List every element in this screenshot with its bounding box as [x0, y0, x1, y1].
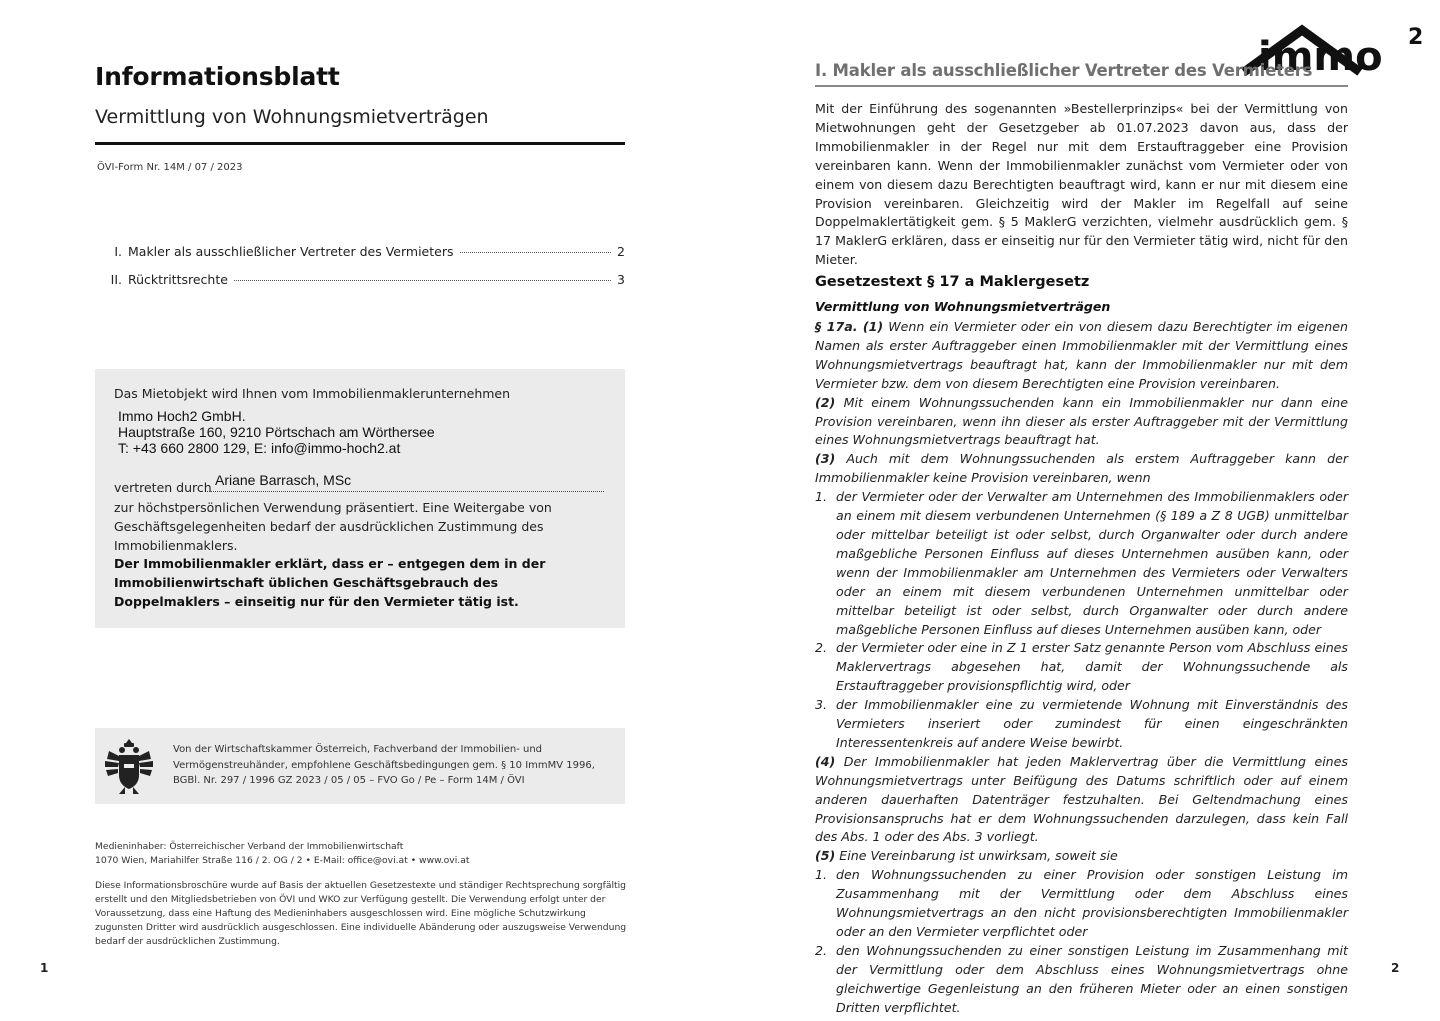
list-item	[815, 866, 1348, 942]
logo-text: immo	[1258, 34, 1383, 80]
austrian-eagle-icon	[103, 737, 155, 795]
paragraph-text: Mit einem Wohnungssuchenden kann ein Immobilienmakler nur dann eine Provision vereinbaren, wenn ihn dieser als erster Auftraggeber mit der Vermittlung eines Wohnungsmietvertrags beauftragt hat.	[815, 394, 1348, 448]
company-contact-field[interactable]: T: +43 660 2800 129, E: info@immo-hoch2.at	[118, 440, 401, 456]
list-text: den Wohnungssuchenden zu einer Provision oder sonstigen Leistung im Zusammenhang mit der Vermittlung oder dem Abschluss eines Wohnungsmietvertrags an den nicht provisionsberechtigten Immobilienmakler oder an den Vermieter verpflichtet oder	[836, 867, 1348, 939]
page-number-left: 1	[40, 961, 49, 975]
list-text: der Vermieter oder der Verwalter am Unternehmen des Immobilienmaklers oder an einem mit diesem verbundenen Unternehmen (§ 189 a Z 8 UGB) unmittelbar oder mittelbar beteiligt ist oder selbst, durch Organwalter oder durch andere maßgebliche Personen Einfluss auf dieses Unternehmen ausüben kann, oder wenn der Immobilienmakler am Unternehmen des Vermieters oder Verwalters oder an einem mit diesem verbundenen Unternehmen unmittelbar oder mittelbar beteiligt ist oder selbst, durch Organwalter oder durch andere maßgebliche Personen Einfluss auf dieses Unternehmen ausüben kann, oder	[836, 489, 1348, 637]
law-paragraph-3	[815, 450, 1348, 488]
paragraph-label: § 17a. (1)	[815, 319, 884, 334]
list-item	[815, 639, 1348, 696]
toc-page: 2	[617, 244, 625, 259]
toc-leader	[460, 252, 612, 253]
list-item	[815, 696, 1348, 753]
list-number: 3.	[815, 697, 828, 713]
paragraph-label: (3)	[815, 451, 836, 467]
toc-number: I.	[114, 244, 122, 259]
intro-paragraph: Mit der Einführung des sogenannten »Bestellerprinzips« bei der Vermittlung von Mietwohnungen geht der Gesetzgeber ab 01.07.2023 davon aus, dass der Immobilienmakler in der Regel nur mit dem Erstauftraggeber eine Provision vereinbaren kann. Wenn der Immobilienmakler zunächst vom Vermieter oder von einem von diesem dazu Berechtigten beauftragt wird, kann er nur mit diesem eine Provision vereinbaren. Gleichzeitig wird der Makler im Regelfall auf seine Doppelmaklertätigkeit gem. § 5 MaklerG verzichten, vielmehr ausdrücklich gem. § 17 MaklerG erklären, dass er einseitig nur für den Vermieter tätig wird, nicht für den Mieter.	[815, 101, 1348, 268]
list-number: 1.	[815, 867, 828, 883]
toc-label: Rücktrittsrechte	[128, 272, 228, 287]
logo-superscript: 2	[1408, 25, 1424, 50]
toc-page: 3	[617, 272, 625, 287]
paragraph-text: Eine Vereinbarung ist unwirksam, soweit sie	[839, 848, 1118, 864]
box-declaration: Der Immobilienmakler erklärt, dass er – entgegen dem in der Immobilienwirtschaft üblichen Geschäftsgebrauch des Doppelmaklers – einseitig nur für den Vermieter tätig ist.	[114, 556, 546, 609]
law-subheading: Vermittlung von Wohnungsmietverträgen	[815, 299, 1111, 314]
box-intro: Das Mietobjekt wird Ihnen vom Immobilienmaklerunternehmen	[114, 386, 511, 401]
law-paragraph-5	[815, 847, 1348, 866]
law-paragraph-1	[815, 318, 1348, 394]
law-paragraph-2	[815, 394, 1348, 451]
impressum-owner: Medieninhaber: Österreichischer Verband der Immobilienwirtschaft	[95, 841, 404, 852]
title-divider	[95, 142, 625, 145]
page-subtitle: Vermittlung von Wohnungsmietverträgen	[95, 106, 489, 128]
list-text: den Wohnungssuchenden zu einer sonstigen Leistung im Zusammenhang mit der Vermittlung oder dem Abschluss eines Wohnungsmietvertrags ohne gleichwertige Gegenleistung an den früheren Mieter oder an einen sonstigen Dritten verpflichtet.	[836, 942, 1348, 1015]
paragraph-text: Auch mit dem Wohnungssuchenden als erstem Auftraggeber kann der Immobilienmakler keine Provision vereinbaren, wenn	[815, 451, 1348, 486]
paragraph-label: (4)	[815, 753, 836, 769]
list-item	[815, 942, 1348, 1018]
agent-line	[207, 491, 604, 492]
wko-box	[95, 728, 625, 804]
list-number: 2.	[815, 942, 828, 958]
wko-text: Von der Wirtschaftskammer Österreich, Fachverband der Immobilien- und Vermögenstreuhänder, empfohlene Geschäftsbedingungen gem. § 10 ImmMV 1996, BGBl. Nr. 297 / 1996 GZ 2023 / 05 / 05 – FVO Go / Pe – Form 14M / ÖVI	[173, 744, 595, 786]
section-divider	[815, 85, 1348, 87]
toc-entry-2[interactable]	[100, 272, 625, 287]
law-heading: Gesetzestext § 17 a Maklergesetz	[815, 274, 1090, 290]
toc-number: II.	[110, 272, 122, 287]
list-number: 1.	[815, 489, 828, 505]
agent-field[interactable]: Ariane Barrasch, MSc	[215, 472, 352, 488]
impressum-address: 1070 Wien, Mariahilfer Straße 116 / 2. OG / 2 • E-Mail: office@ovi.at • www.ovi.at	[95, 855, 470, 866]
form-number: ÖVI-Form Nr. 14M / 07 / 2023	[97, 162, 243, 173]
vertreten-label: vertreten durch	[114, 480, 212, 495]
list-item	[815, 488, 1348, 639]
company-address-field[interactable]: Hauptstraße 160, 9210 Pörtschach am Wörthersee	[118, 424, 435, 440]
paragraph-label: (5)	[815, 848, 836, 864]
list-text: der Vermieter oder eine in Z 1 erster Satz genannte Person vom Abschluss eines Maklervertrags abgesehen hat, damit der Wohnungssuchende als Erstauftraggeber provisionspflichtig wird, oder	[836, 640, 1348, 694]
section-heading: I. Makler als ausschließlicher Vertreter des Vermieters	[815, 61, 1313, 80]
paragraph-label: (2)	[815, 394, 836, 410]
company-name-field[interactable]: Immo Hoch2 GmbH.	[118, 408, 246, 424]
box-paragraph: zur höchstpersönlichen Verwendung präsentiert. Eine Weitergabe von Geschäftsgelegenheiten bedarf der ausdrücklichen Zustimmung des Immobilienmaklers.	[114, 500, 552, 553]
list-number: 2.	[815, 640, 828, 656]
list-text: der Immobilienmakler eine zu vermietende Wohnung mit Einverständnis des Vermieters inseriert oder zumindest für einen eingeschränkten Interessentenkreis auf andere Weise bewirbt.	[836, 697, 1348, 750]
paragraph-text: Der Immobilienmakler hat jeden Maklervertrag über die Vermittlung eines Wohnungsmietvertrags unter Beifügung des Datums schriftlich oder auf einem anderen dauerhaften Datenträger festzuhalten. Bei Geltendmachung eines Provisionsanspruchs hat er dem Wohnungssuchenden darzulegen, dass kein Fall des Abs. 1 oder des Abs. 3 vorliegt.	[815, 753, 1348, 845]
toc-leader	[234, 280, 611, 281]
disclaimer: Diese Informationsbroschüre wurde auf Basis der aktuellen Gesetzestexte und ständiger Rechtsprechung sorgfältig erstellt und den Mitgliedsbetrieben von ÖVI und WKO zur Verfügung gestellt. Die Verwendung erfolgt unter der Voraussetzung, dass eine Haftung des Medieninhabers ausgeschlossen wird. Eine mögliche Schutzwirkung zugunsten Dritter wird ausdrücklich ausgeschlossen. Eine individuelle Abänderung oder auszugsweise Verwendung bedarf der ausdrücklichen Zustimmung.	[95, 880, 627, 947]
paragraph-text: Wenn ein Vermieter oder ein von diesem dazu Berechtigter im eigenen Namen als erster Auftraggeber einen Immobilienmakler mit der Vermittlung eines Wohnungsmietvertrags beauftragt hat, kann der Immobilienmakler nur mit dem Vermieter bzw. dem von diesem Berechtigten eine Provision vereinbaren.	[815, 319, 1348, 391]
toc-entry-1[interactable]	[100, 244, 625, 259]
law-paragraph-4	[815, 753, 1348, 848]
presentation-box	[95, 369, 625, 628]
page-title: Informationsblatt	[95, 62, 340, 91]
toc-label: Makler als ausschließlicher Vertreter des Vermieters	[128, 244, 454, 259]
impressum	[95, 840, 630, 868]
page-number-right: 2	[1391, 961, 1400, 975]
law-text	[815, 318, 1348, 1018]
